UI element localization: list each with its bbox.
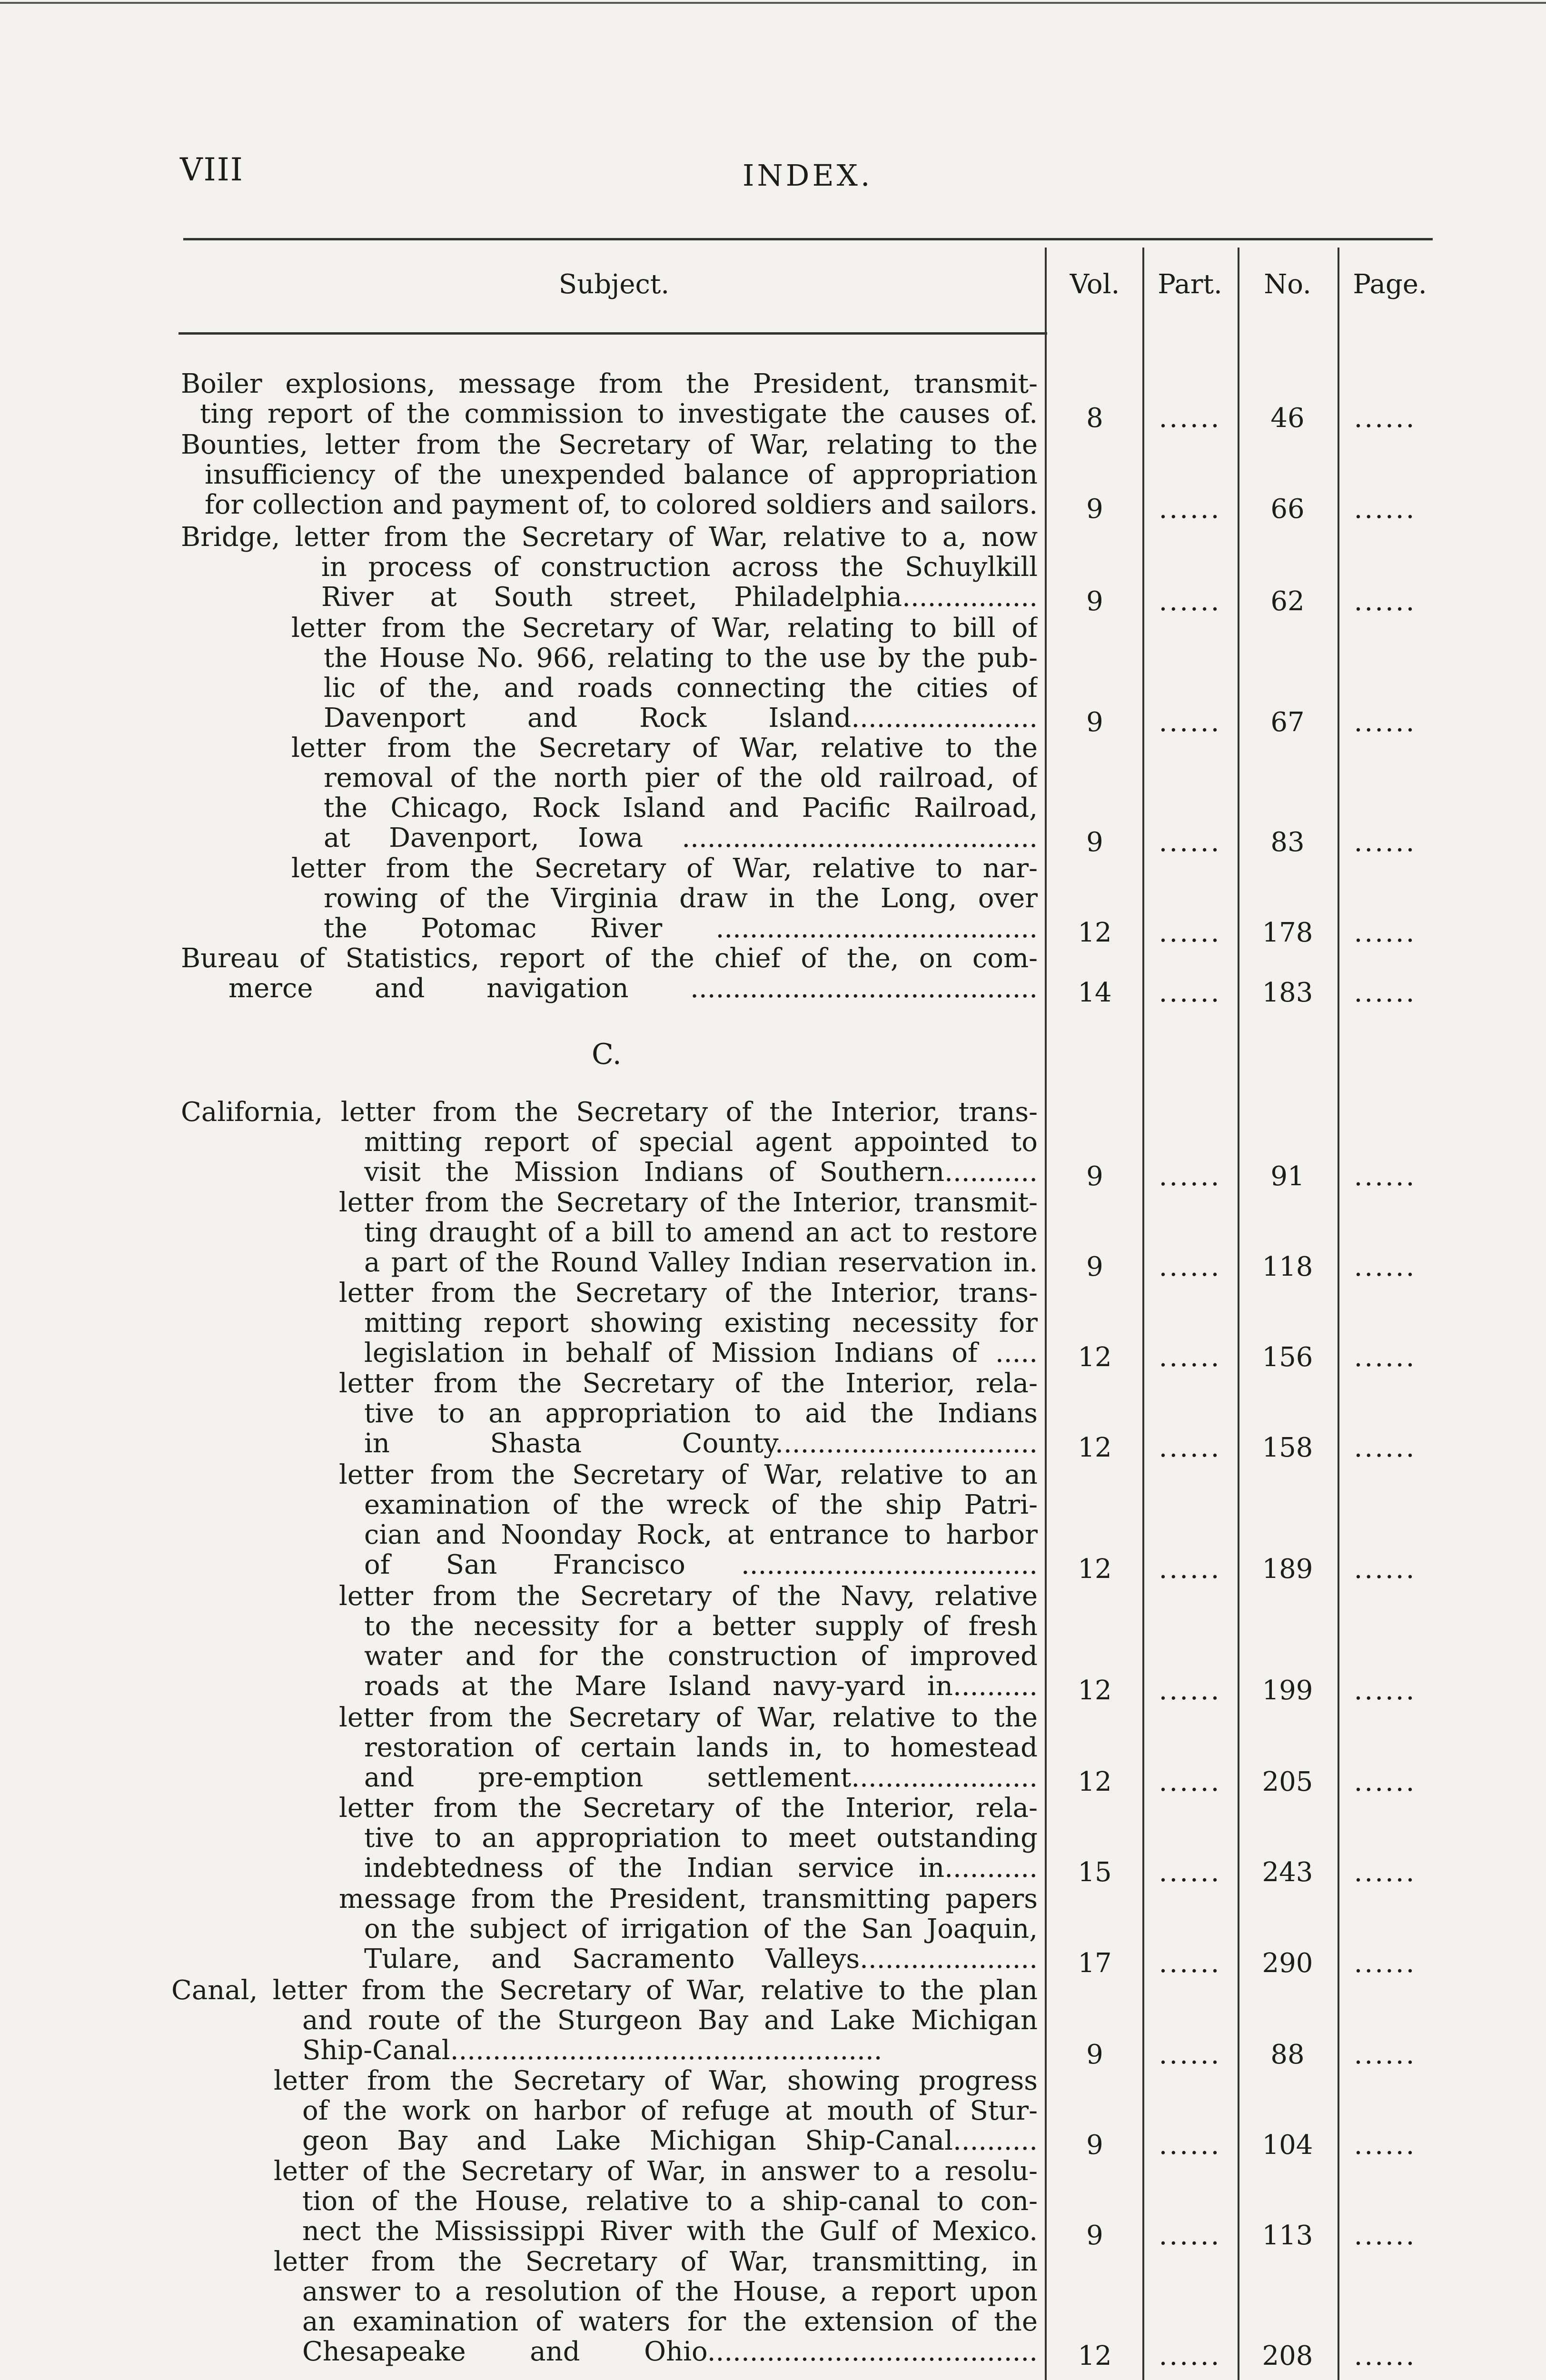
entry-continuation: cian and Noonday Rock, at entrance to harbor — [364, 1520, 1038, 1550]
page-cell: ...... — [1354, 1766, 1417, 1797]
volume-cell: 17 — [1078, 1948, 1112, 1979]
entry-continuation: nect the Mississippi River with the Gulf of Mexico. — [302, 2216, 1038, 2246]
entry-text: letter from the Secretary of War, transmitting, in — [274, 2247, 1038, 2277]
volume-cell: 9 — [1086, 1251, 1103, 1282]
entry-continuation: roads at the Mare Island navy-yard in.......... — [364, 1671, 1038, 1701]
top-border — [0, 2, 1546, 4]
number-cell: 66 — [1270, 494, 1305, 525]
entry-continuation: an examination of waters for the extension of the — [302, 2307, 1038, 2337]
entry-continuation: Tulare, and Sacramento Valleys..................... — [364, 1944, 1038, 1974]
entry-continuation: on the subject of irrigation of the San Joaquin, — [364, 1914, 1038, 1944]
volume-cell: 12 — [1078, 917, 1112, 948]
part-cell: ...... — [1159, 1857, 1221, 1888]
number-cell: 243 — [1262, 1857, 1313, 1888]
entry-continuation: the Chicago, Rock Island and Pacific Railroad, — [324, 793, 1038, 823]
page-cell: ...... — [1354, 2130, 1417, 2161]
volume-cell: 9 — [1086, 2039, 1103, 2070]
column-header-subject: Subject. — [558, 269, 670, 300]
volume-cell: 9 — [1086, 586, 1103, 617]
entry-continuation: merce and navigation ......................................... — [228, 973, 1038, 1003]
part-cell: ...... — [1159, 1766, 1221, 1797]
column-divider — [1142, 248, 1144, 2380]
entry-continuation: of the work on harbor of refuge at mouth of Stur- — [302, 2096, 1038, 2126]
entry-continuation: answer to a resolution of the House, a report upon — [302, 2277, 1038, 2307]
entry-text: letter from the Secretary of War, relative to an — [339, 1460, 1038, 1490]
part-cell: ...... — [1159, 1554, 1221, 1585]
part-cell: ...... — [1159, 1251, 1221, 1282]
volume-cell: 8 — [1086, 403, 1103, 434]
column-header-no: No. — [1264, 269, 1311, 300]
entry-continuation: rowing of the Virginia draw in the Long, over — [324, 883, 1038, 913]
number-cell: 113 — [1262, 2220, 1313, 2251]
part-cell: ...... — [1159, 2220, 1221, 2251]
part-cell: ...... — [1159, 827, 1221, 858]
page-title: INDEX. — [743, 158, 873, 193]
entry-continuation: tion of the House, relative to a ship-canal to con- — [302, 2186, 1038, 2216]
entry-text: Canal, letter from the Secretary of War, relative to the plan — [171, 1975, 1038, 2005]
volume-cell: 9 — [1086, 827, 1103, 858]
entry-continuation: Ship-Canal................................................... — [302, 2035, 882, 2065]
part-cell: ...... — [1159, 917, 1221, 948]
entry-text: letter from the Secretary of War, showing progress — [274, 2066, 1038, 2096]
entry-continuation: the House No. 966, relating to the use by the pub- — [324, 643, 1038, 673]
column-header-vol: Vol. — [1070, 269, 1120, 300]
entry-continuation: the Potomac River ...................................... — [324, 913, 1038, 943]
column-divider — [1045, 248, 1047, 2380]
entry-continuation: Chesapeake and Ohio....................................... — [302, 2337, 1038, 2367]
entry-continuation: visit the Mission Indians of Southern........... — [364, 1157, 1038, 1187]
entry-text: letter of the Secretary of War, in answer to a resolu- — [274, 2156, 1038, 2186]
entry-continuation: restoration of certain lands in, to homestead — [364, 1733, 1038, 1763]
page-cell: ...... — [1354, 1554, 1417, 1585]
volume-cell: 9 — [1086, 2130, 1103, 2161]
number-cell: 156 — [1262, 1342, 1313, 1373]
number-cell: 83 — [1270, 827, 1305, 858]
volume-cell: 14 — [1078, 977, 1112, 1008]
part-cell: ...... — [1159, 1948, 1221, 1979]
entry-continuation: and pre-emption settlement...................... — [364, 1763, 1038, 1793]
entry-continuation: in Shasta County............................... — [364, 1428, 1038, 1458]
page-cell: ...... — [1354, 1251, 1417, 1282]
entry-text: letter from the Secretary of the Navy, relative — [339, 1581, 1038, 1611]
volume-cell: 15 — [1078, 1857, 1112, 1888]
entry-text: letter from the Secretary of the Interior, rela- — [339, 1368, 1038, 1398]
entry-continuation: Davenport and Rock Island...................... — [324, 703, 1038, 733]
volume-cell: 12 — [1078, 1342, 1112, 1373]
volume-cell: 12 — [1078, 1554, 1112, 1585]
entry-continuation: to the necessity for a better supply of fresh — [364, 1611, 1038, 1641]
page-cell: ...... — [1354, 2220, 1417, 2251]
page-cell: ...... — [1354, 1342, 1417, 1373]
volume-cell: 12 — [1078, 2340, 1112, 2371]
section-heading-c: C. — [592, 1038, 622, 1071]
entry-continuation: tive to an appropriation to meet outstanding — [364, 1823, 1038, 1853]
entry-text: letter from the Secretary of the Interior, trans- — [339, 1278, 1038, 1308]
entry-text: letter from the Secretary of the Interior, transmit- — [339, 1188, 1038, 1218]
column-divider — [1338, 248, 1339, 2380]
entry-continuation: ting draught of a bill to amend an act to restore — [364, 1218, 1038, 1248]
entry-text: message from the President, transmitting papers — [339, 1884, 1038, 1914]
page-cell: ...... — [1354, 1857, 1417, 1888]
entry-text: letter from the Secretary of War, relative to nar- — [291, 853, 1038, 883]
part-cell: ...... — [1159, 1675, 1221, 1706]
number-cell: 189 — [1262, 1554, 1313, 1585]
number-cell: 208 — [1262, 2340, 1313, 2371]
part-cell: ...... — [1159, 2130, 1221, 2161]
page-cell: ...... — [1354, 1675, 1417, 1706]
entry-continuation: ting report of the commission to investigate the causes of. — [200, 399, 1038, 429]
number-cell: 104 — [1262, 2130, 1313, 2161]
part-cell: ...... — [1159, 1342, 1221, 1373]
volume-cell: 9 — [1086, 2220, 1103, 2251]
page-cell: ...... — [1354, 827, 1417, 858]
entry-continuation: tive to an appropriation to aid the Indians — [364, 1398, 1038, 1428]
entry-text: Bridge, letter from the Secretary of War, relative to a, now — [181, 522, 1038, 552]
page-number: VIII — [180, 151, 244, 188]
page-cell: ...... — [1354, 1161, 1417, 1192]
part-cell: ...... — [1159, 1432, 1221, 1463]
entry-continuation: geon Bay and Lake Michigan Ship-Canal.......... — [302, 2126, 1038, 2156]
page-cell: ...... — [1354, 1948, 1417, 1979]
part-cell: ...... — [1159, 2340, 1221, 2371]
table-header-rule — [178, 332, 1047, 335]
entry-text: Bureau of Statistics, report of the chief of the, on com- — [181, 943, 1038, 973]
entry-continuation: indebtedness of the Indian service in........... — [364, 1853, 1038, 1883]
entry-continuation: insufficiency of the unexpended balance of appropriation — [205, 460, 1038, 490]
part-cell: ...... — [1159, 494, 1221, 525]
volume-cell: 12 — [1078, 1766, 1112, 1797]
entry-continuation: of San Francisco ................................... — [364, 1550, 1038, 1580]
entry-continuation: at Davenport, Iowa .......................................... — [324, 823, 1038, 853]
page-cell: ...... — [1354, 707, 1417, 738]
number-cell: 67 — [1270, 707, 1305, 738]
number-cell: 62 — [1270, 586, 1305, 617]
number-cell: 178 — [1262, 917, 1313, 948]
column-divider — [1238, 248, 1239, 2380]
volume-cell: 12 — [1078, 1432, 1112, 1463]
entry-continuation: removal of the north pier of the old railroad, of — [324, 763, 1038, 793]
entry-continuation: mitting report of special agent appointed to — [364, 1127, 1038, 1157]
number-cell: 91 — [1270, 1161, 1305, 1192]
entry-continuation: and route of the Sturgeon Bay and Lake Michigan — [302, 2005, 1038, 2035]
entry-continuation: lic of the, and roads connecting the cities of — [324, 673, 1038, 703]
number-cell: 46 — [1270, 403, 1305, 434]
entry-continuation: mitting report showing existing necessity for — [364, 1308, 1038, 1338]
page-cell: ...... — [1354, 586, 1417, 617]
part-cell: ...... — [1159, 403, 1221, 434]
page-cell: ...... — [1354, 917, 1417, 948]
page-cell: ...... — [1354, 2039, 1417, 2070]
number-cell: 199 — [1262, 1675, 1313, 1706]
number-cell: 290 — [1262, 1948, 1313, 1979]
number-cell: 88 — [1270, 2039, 1305, 2070]
part-cell: ...... — [1159, 586, 1221, 617]
column-header-part: Part. — [1158, 269, 1222, 300]
page-cell: ...... — [1354, 494, 1417, 525]
number-cell: 118 — [1262, 1251, 1313, 1282]
part-cell: ...... — [1159, 707, 1221, 738]
page-cell: ...... — [1354, 403, 1417, 434]
entry-text: letter from the Secretary of War, relating to bill of — [291, 613, 1038, 643]
entry-continuation: in process of construction across the Schuylkill — [321, 552, 1038, 582]
volume-cell: 9 — [1086, 494, 1103, 525]
volume-cell: 12 — [1078, 1675, 1112, 1706]
number-cell: 158 — [1262, 1432, 1313, 1463]
entry-continuation: examination of the wreck of the ship Patri- — [364, 1490, 1038, 1520]
entry-text: letter from the Secretary of War, relative to the — [339, 1703, 1038, 1733]
entry-text: letter from the Secretary of War, relative to the — [291, 733, 1038, 763]
column-header-page: Page. — [1353, 269, 1427, 300]
entry-continuation: a part of the Round Valley Indian reservation in. — [364, 1248, 1038, 1278]
volume-cell: 9 — [1086, 707, 1103, 738]
part-cell: ...... — [1159, 977, 1221, 1008]
entry-continuation: River at South street, Philadelphia................ — [321, 582, 1038, 612]
entry-text: California, letter from the Secretary of the Interior, trans- — [181, 1097, 1038, 1127]
entry-continuation: water and for the construction of improved — [364, 1641, 1038, 1671]
number-cell: 183 — [1262, 977, 1313, 1008]
table-top-rule — [183, 238, 1433, 240]
entry-continuation: for collection and payment of, to colored soldiers and sailors. — [205, 490, 1038, 520]
number-cell: 205 — [1262, 1766, 1313, 1797]
page-cell: ...... — [1354, 977, 1417, 1008]
volume-cell: 9 — [1086, 1161, 1103, 1192]
entry-text: letter from the Secretary of the Interior, rela- — [339, 1793, 1038, 1823]
part-cell: ...... — [1159, 1161, 1221, 1192]
page-cell: ...... — [1354, 2340, 1417, 2371]
page-cell: ...... — [1354, 1432, 1417, 1463]
entry-text: Boiler explosions, message from the President, transmit- — [181, 369, 1038, 399]
part-cell: ...... — [1159, 2039, 1221, 2070]
entry-continuation: legislation in behalf of Mission Indians of ..... — [364, 1338, 1038, 1368]
entry-text: Bounties, letter from the Secretary of War, relating to the — [181, 430, 1038, 460]
